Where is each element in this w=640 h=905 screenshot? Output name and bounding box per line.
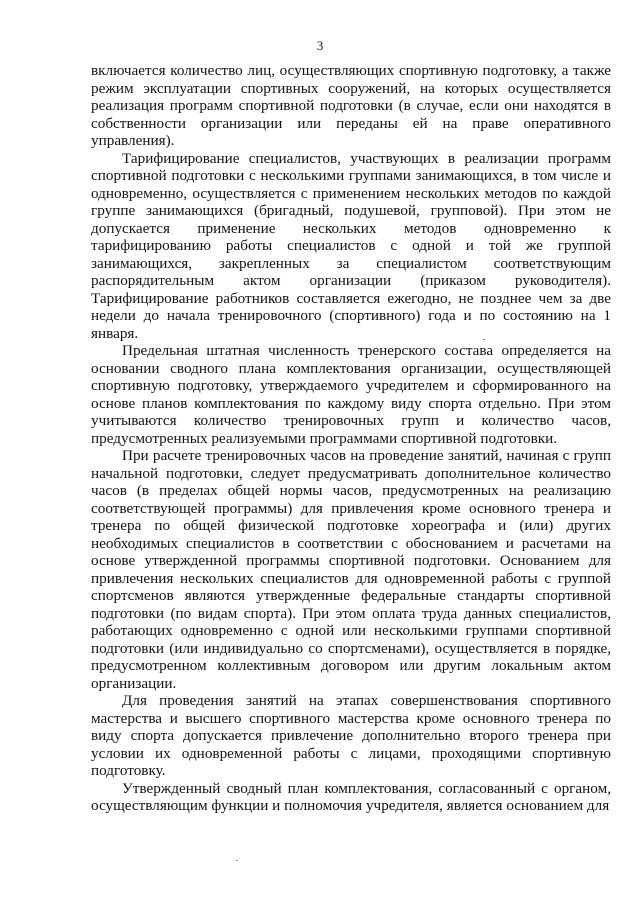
paragraph-tarification: Тарифицирование специалистов, участвующих в реализации программ спортивной подготовки с несколькими группами занимающихся, в том числе и одновременно, осуществляется с применением нескольких методов по каждой группе занимающихся (бригадный, подушевой, групповой). При этом не допускается применение нескольких методов одновременно к тарифицированию работы специалистов с одной и той же группой занимающихся, закрепленных за специалистом соответствующим распорядительным актом организации (приказом руководителя). Тарифицирование работников составляется ежегодно, не позднее чем за две недели до начала тренировочного (спортивного) года и по состоянию на 1 января. (91, 149, 611, 342)
page-number: 3 (316, 38, 324, 53)
paragraph-second-trainer: Для проведения занятий на этапах совершенствования спортивного мастерства и высшего спортивного мастерства кроме основного тренера по виду спорта допускается привлечение дополнительно второго тренера при условии их одновременной работы с лицами, проходящими спортивную подготовку. (91, 692, 611, 779)
paragraph-staff-limit: Предельная штатная численность тренерского состава определяется на основании сводного плана комплектования организации, осуществляющей спортивную подготовку, утверждаемого учредителем и сформированного на основе планов комплектования по каждому виду спорта отдельно. При этом учитываются количество тренировочных групп и количество часов, предусмотренных реализуемыми программами спортивной подготовки. (91, 342, 611, 447)
scan-artifact (483, 339, 485, 340)
paragraph-approved-plan: Утвержденный сводный план комплектования, согласованный с органом, осуществляющим функции и полномочия учредителя, является основанием для (91, 779, 611, 814)
paragraph-continuation: включается количество лиц, осуществляющих спортивную подготовку, а также режим эксплуатации спортивных сооружений, на которых осуществляется реализация программ спортивной подготовки (в случае, если они находятся в собственности организации или переданы ей на праве оперативного управления). (91, 62, 611, 149)
document-body (91, 62, 611, 815)
scan-artifact (236, 860, 238, 861)
paragraph-training-hours: При расчете тренировочных часов на проведение занятий, начиная с групп начальной подготовки, следует предусматривать дополнительное количество часов (в пределах общей нормы часов, предусмотренных на реализацию соответствующей программы) для привлечения кроме основного тренера и тренера по общей физической подготовке хореографа и (или) других необходимых специалистов в соответствии с обоснованием и расчетами на основе утвержденной программы спортивной подготовки. Основанием для привлечения нескольких специалистов для одновременной работы с группой спортсменов являются утвержденные федеральные стандарты спортивной подготовки (по видам спорта). При этом оплата труда данных специалистов, работающих одновременно с одной или несколькими группами спортивной подготовки (или индивидуально со спортсменами), осуществляется в порядке, предусмотренном коллективным договором или другим локальным актом организации. (91, 447, 611, 692)
